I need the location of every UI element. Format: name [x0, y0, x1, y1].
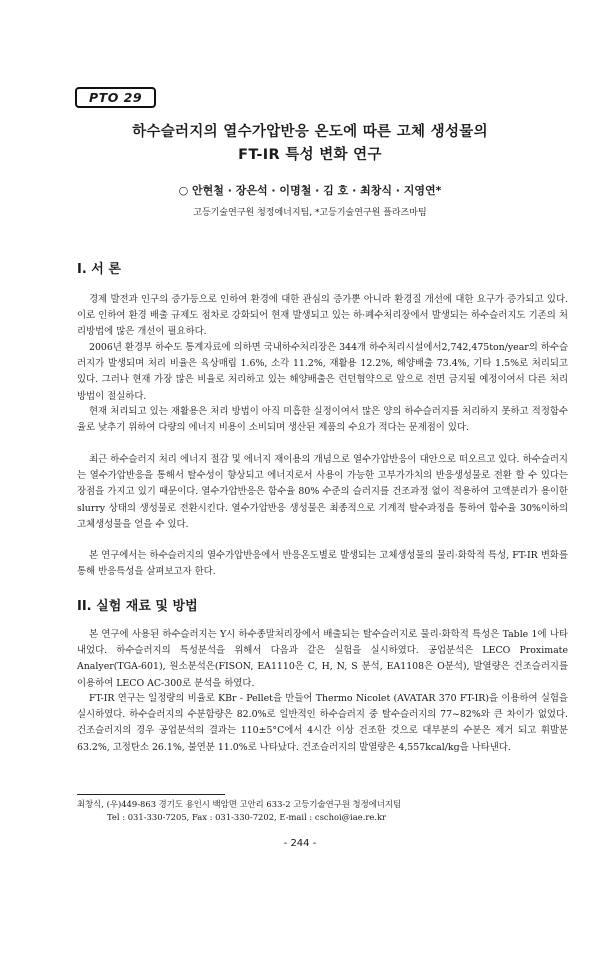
paragraph: 2006년 환경부 하수도 통계자료에 의하면 국내하수처리장은 344개 하수처리시설에서2,742,475ton/year의 하수슬러지가 발생되며 처리 비율은 육상매립 1.6%, 소각 11.2%, 재활용 12.2%, 해양배출 73.4%, 기타 1.5%로 처리되고 있다. 그러나 현재 가장 많은 비율로 처리하고 있는 해양배출은 런던협약으로 앞으로 전면 금지될 예정이여서 다른 처리 방법이 절실하다.	[77, 342, 568, 402]
title-line-1: 하수슬러지의 열수가압반응 온도에 따른 고체 생성물의	[132, 124, 488, 140]
page-number: - 244 -	[283, 838, 317, 849]
footnote-contact: Tel : 031-330-7205, Fax : 031-330-7202, E-mail : cschoi@iae.re.kr	[107, 812, 387, 822]
section-heading-introduction: I. 서 론	[77, 262, 121, 277]
author-list: ○ 안현철 · 장은석 · 이명철 · 김 호 · 최창식 · 지영연*	[178, 184, 442, 197]
footnote-divider	[77, 794, 225, 795]
paragraph: 경제 발전과 인구의 증가등으로 인하여 환경에 대한 관심의 증가뿐 아니라 환경질 개선에 대한 요구가 증가되고 있다. 이로 인하여 환경 배출 규제도 점차로 강화되어 현재 발생되고 있는 하·폐수처리장에서 발생되는 하수슬러지도 기존의 처리방법에 많은 개선이 필요하다.	[77, 294, 568, 338]
title-line-2: FT-IR 특성 변화 연구	[238, 147, 382, 163]
paragraph: 본 연구에 사용된 하수슬러지는 Y시 하수종말처리장에서 배출되는 탈수슬러지로 물리·화학적 특성은 Table 1에 나타내었다. 하수슬러지의 특성분석을 위해서 다음과 같은 실험을 실시하였다. 공업분석은 LECO Proximate Analyer(TGA-601), 원소분석은(FISON, EA1110은 C, H, N, S 분석, EA1108은 O분석), 발열량은 건조슬러지를 이용하여 LECO AC-300로 분석을 하였다.	[77, 629, 568, 689]
paragraph: 본 연구에서는 하수슬러지의 열수가압반응에서 반응온도별로 발생되는 고체생성물의 물리·화학적 특성, FT-IR 변화를 통해 반응특성을 살펴보고자 한다.	[77, 550, 568, 578]
footnote-address: 최창식, (우)449-863 경기도 용인시 백암면 고안리 633-2 고등기술연구원 청정에너지팀	[77, 799, 402, 809]
section-heading-methods: II. 실험 재료 및 방법	[77, 599, 198, 614]
paragraph: 현재 처리되고 있는 재활용은 처리 방법이 아직 미흡한 실정이여서 많은 양의 하수슬러지를 처리하지 못하고 적정함수율로 낮추기 위하여 다량의 에너지 비용이 소비되며 생산된 제품의 수요가 적다는 문제점이 있다.	[77, 406, 568, 434]
paragraph: 최근 하수슬러지 처리 에너지 절감 및 에너지 재이용의 개념으로 열수가압반응이 대안으로 떠오르고 있다. 하수슬러지는 열수가압반응을 통해서 탈수성이 향상되고 에너지로서 사용이 가능한 고부가가치의 반응생성물로 전환 할 수 있다는 장점을 가지고 있기 때문이다. 열수가압반응은 함수율 80% 수준의 슬러지를 건조과정 없이 적용하여 고액분리가 용이한 slurry 상태의 생성물로 전환시킨다. 열수가압반응 생성물은 최종적으로 기계적 탈수과정을 통하여 함수율 30%이하의 고체생성물을 얻을 수 있다.	[77, 454, 568, 530]
affiliation: 고등기술연구원 청정에너지팀, *고등기술연구원 플라즈마팀	[193, 208, 427, 218]
session-tag: PTO 29	[75, 87, 156, 108]
paragraph: FT-IR 연구는 일정량의 비율로 KBr - Pellet을 만들어 Thermo Nicolet (AVATAR 370 FT-IR)을 이용하여 실험을 실시하였다. 하수슬러지의 수분함량은 82.0%로 일반적인 하수슬러지 중 탈수슬러지의 77~82%와 큰 차이가 없었다. 건조슬러지의 경우 공업분석의 결과는 110±5°C에서 4시간 이상 건조한 것으로 대부분의 수분은 제거 되고 휘발분 63.2%, 고정탄소 26.1%, 불연분 11.0%로 나타났다. 건조슬러지의 발열량은 4,557kcal/kg을 나타낸다.	[77, 693, 568, 753]
